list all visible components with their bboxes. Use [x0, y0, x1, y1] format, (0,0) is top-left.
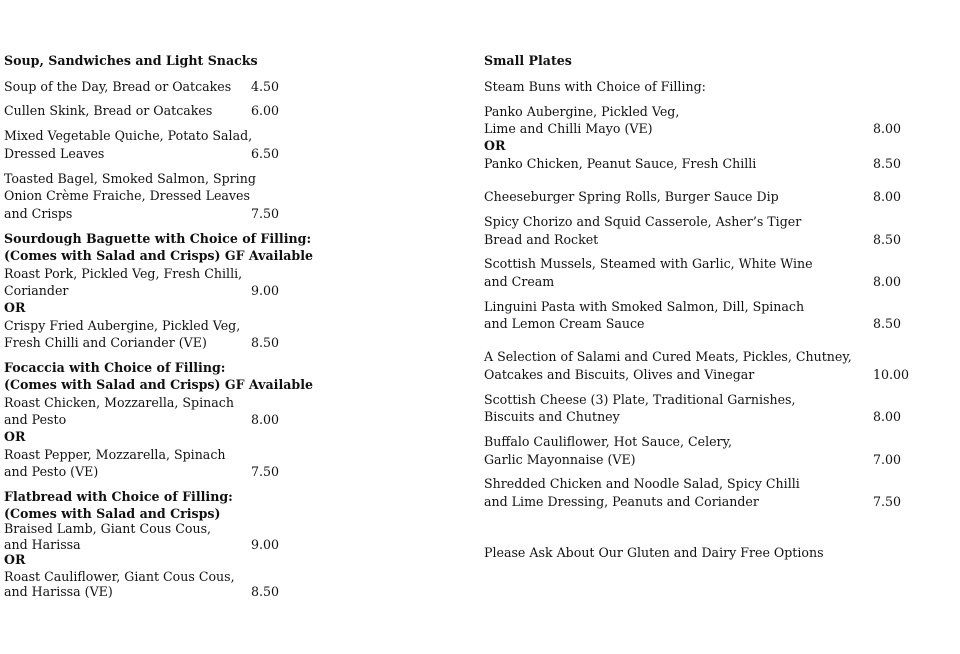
item-bagel-line2: Onion Crème Fraiche, Dressed Leaves [4, 188, 250, 203]
focaccia-opt2-line1: Roast Pepper, Mozzarella, Spinach [4, 447, 226, 462]
flatbread-heading-2: (Comes with Salad and Crisps) [4, 506, 221, 521]
linguini-price: 8.50 [873, 316, 902, 331]
spring-rolls-name: Cheeseburger Spring Rolls, Burger Sauce Dip [484, 189, 779, 204]
baguette-heading-2: (Comes with Salad and Crisps) GF Available [4, 248, 313, 263]
focaccia-opt1-line1: Roast Chicken, Mozzarella, Spinach [4, 395, 234, 410]
mussels-line2: and Cream [484, 274, 555, 289]
bun1-price: 8.00 [873, 121, 902, 136]
item-skink-price: 6.00 [251, 103, 280, 118]
item-bagel-line3: and Crisps [4, 206, 73, 221]
bun1-line2: Lime and Chilli Mayo (VE) [484, 121, 653, 136]
baguette-opt1-line2: Coriander [4, 283, 69, 298]
section-heading-soup-sandwiches: Soup, Sandwiches and Light Snacks [4, 53, 258, 68]
section-heading-small-plates: Small Plates [484, 53, 572, 68]
chorizo-line1: Spicy Chorizo and Squid Casserole, Asher’s Tiger [484, 214, 802, 229]
focaccia-or: OR [4, 429, 26, 444]
item-quiche-price: 6.50 [251, 146, 280, 161]
baguette-opt2-line1: Crispy Fried Aubergine, Pickled Veg, [4, 318, 241, 333]
flatbread-opt2-line1: Roast Cauliflower, Giant Cous Cous, [4, 569, 235, 584]
flatbread-opt1-line1: Braised Lamb, Giant Cous Cous, [4, 521, 212, 536]
noodle-price: 7.50 [873, 494, 902, 509]
cheese-line1: Scottish Cheese (3) Plate, Traditional Garnishes, [484, 392, 796, 407]
linguini-line2: and Lemon Cream Sauce [484, 316, 645, 331]
steam-buns-intro: Steam Buns with Choice of Filling: [484, 79, 706, 94]
salami-line2: Oatcakes and Biscuits, Olives and Vinegar [484, 367, 755, 382]
baguette-opt1-price: 9.00 [251, 283, 280, 298]
baguette-opt2-price: 8.50 [251, 335, 280, 350]
bun1-line1: Panko Aubergine, Pickled Veg, [484, 104, 680, 119]
item-soup-name: Soup of the Day, Bread or Oatcakes [4, 79, 232, 94]
mussels-price: 8.00 [873, 274, 902, 289]
baguette-opt2-line2: Fresh Chilli and Coriander (VE) [4, 335, 207, 350]
cauliflower-line1: Buffalo Cauliflower, Hot Sauce, Celery, [484, 434, 733, 449]
linguini-line1: Linguini Pasta with Smoked Salmon, Dill, Spinach [484, 299, 805, 314]
item-bagel-line1: Toasted Bagel, Smoked Salmon, Spring [4, 171, 256, 186]
cheese-line2: Biscuits and Chutney [484, 409, 620, 424]
baguette-or: OR [4, 300, 26, 315]
cheese-price: 8.00 [873, 409, 902, 424]
focaccia-heading-2: (Comes with Salad and Crisps) GF Available [4, 377, 313, 392]
cauliflower-line2: Garlic Mayonnaise (VE) [484, 452, 636, 467]
noodle-line2: and Lime Dressing, Peanuts and Coriander [484, 494, 759, 509]
flatbread-heading-1: Flatbread with Choice of Filling: [4, 489, 233, 504]
item-soup-price: 4.50 [251, 79, 280, 94]
dietary-note: Please Ask About Our Gluten and Dairy Free Options [484, 545, 824, 560]
bun2-price: 8.50 [873, 156, 902, 171]
chorizo-price: 8.50 [873, 232, 902, 247]
spring-rolls-price: 8.00 [873, 189, 902, 204]
focaccia-opt2-line2: and Pesto (VE) [4, 464, 99, 479]
salami-price: 10.00 [873, 367, 910, 382]
salami-line1: A Selection of Salami and Cured Meats, Pickles, Chutney, [484, 349, 852, 364]
flatbread-opt1-price: 9.00 [251, 537, 280, 552]
flatbread-opt2-line2: and Harissa (VE) [4, 584, 113, 599]
noodle-line1: Shredded Chicken and Noodle Salad, Spicy Chilli [484, 476, 800, 491]
flatbread-opt1-line2: and Harissa [4, 537, 81, 552]
baguette-opt1-line1: Roast Pork, Pickled Veg, Fresh Chilli, [4, 266, 243, 281]
item-quiche-line1: Mixed Vegetable Quiche, Potato Salad, [4, 128, 253, 143]
flatbread-or: OR [4, 552, 26, 567]
focaccia-opt1-line2: and Pesto [4, 412, 67, 427]
item-quiche-line2: Dressed Leaves [4, 146, 105, 161]
bun2-name: Panko Chicken, Peanut Sauce, Fresh Chilli [484, 156, 757, 171]
buns-or: OR [484, 138, 506, 153]
baguette-heading-1: Sourdough Baguette with Choice of Filling: [4, 231, 312, 246]
focaccia-opt2-price: 7.50 [251, 464, 280, 479]
cauliflower-price: 7.00 [873, 452, 902, 467]
chorizo-line2: Bread and Rocket [484, 232, 599, 247]
item-skink-name: Cullen Skink, Bread or Oatcakes [4, 103, 213, 118]
focaccia-heading-1: Focaccia with Choice of Filling: [4, 360, 226, 375]
flatbread-opt2-price: 8.50 [251, 584, 280, 599]
mussels-line1: Scottish Mussels, Steamed with Garlic, White Wine [484, 256, 813, 271]
focaccia-opt1-price: 8.00 [251, 412, 280, 427]
item-bagel-price: 7.50 [251, 206, 280, 221]
